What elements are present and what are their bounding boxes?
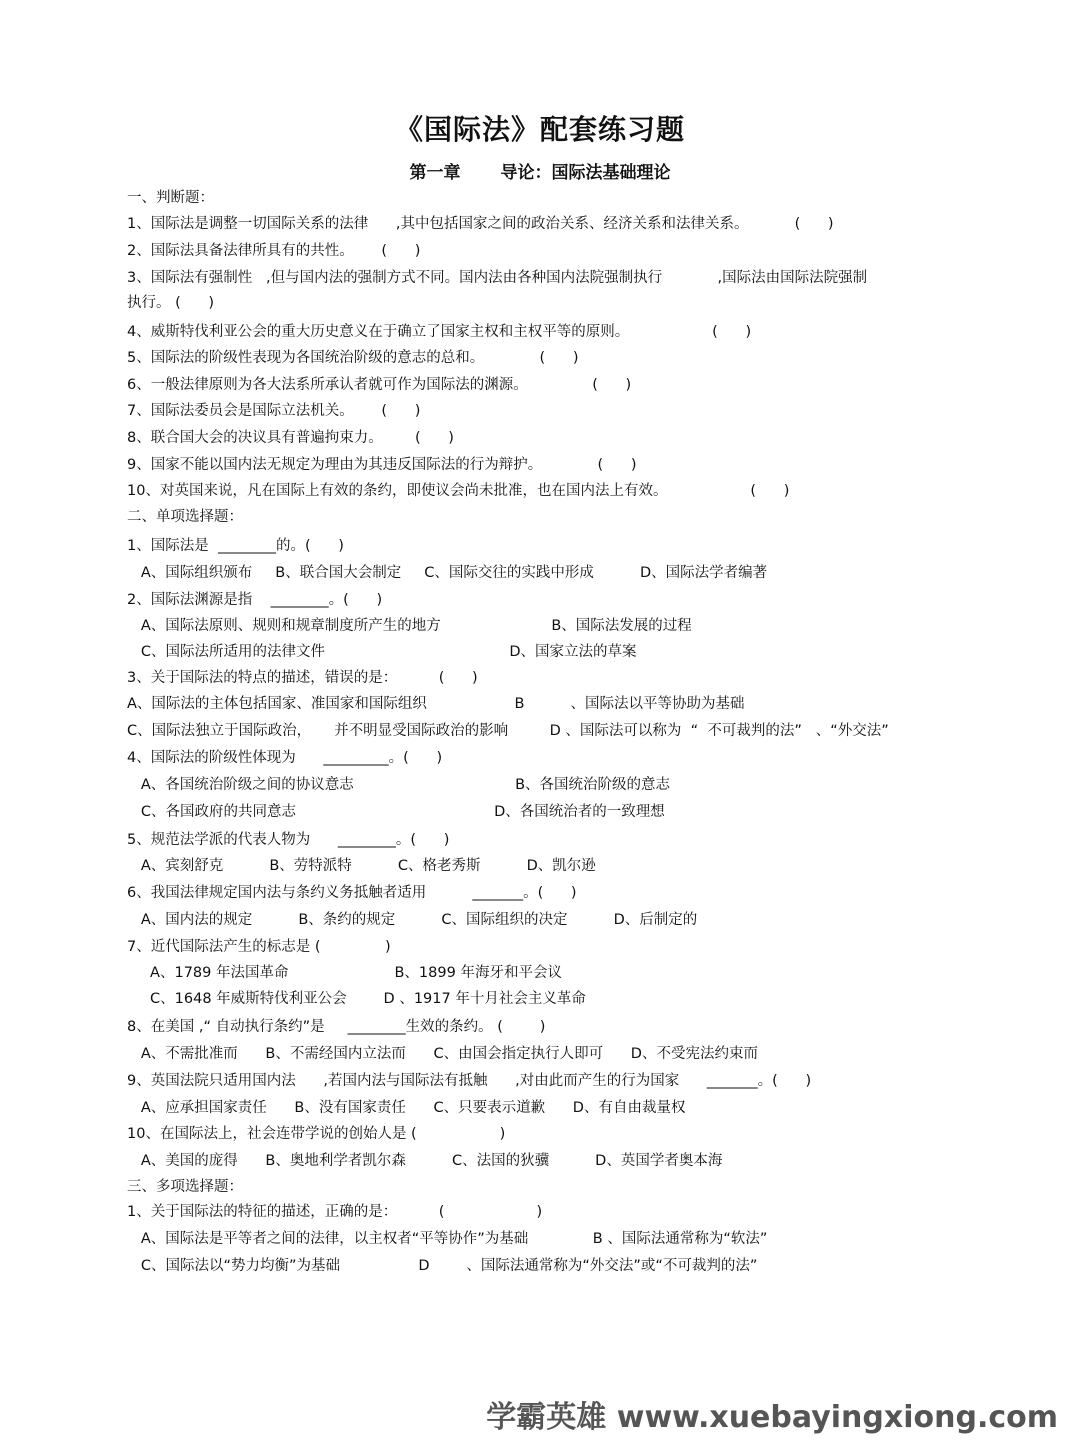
question-line: 7、近代国际法产生的标志是 ( ) bbox=[127, 939, 391, 955]
option-line: A、国际法原则、规则和规章制度所产生的地方 B、国际法发展的过程 bbox=[127, 618, 692, 634]
question-line: 1、国际法是 ________的。( ) bbox=[127, 538, 344, 554]
option-line: A、应承担国家责任 B、没有国家责任 C、只要表示道歉 D、有自由裁量权 bbox=[127, 1100, 686, 1116]
question-line: 1、关于国际法的特征的描述，正确的是： ( ) bbox=[127, 1204, 543, 1220]
question-line: 10、对英国来说，凡在国际上有效的条约，即使议会尚未批准，也在国内法上有效。 ( ) bbox=[127, 483, 790, 499]
question-line: 8、在美国 ,“ 自动执行条约”是 ________生效的条约。 ( ) bbox=[127, 1019, 546, 1035]
question-line: 6、一般法律原则为各大法系所承认者就可作为国际法的渊源。 ( ) bbox=[127, 377, 632, 393]
question-line: 3、国际法有强制性 ,但与国内法的强制方式不同。国内法由各种国内法院强制执行 ,国际法由国际法院强制 bbox=[127, 270, 868, 286]
option-line: C、1648 年威斯特伐利亚公会 D 、1917 年十月社会主义革命 bbox=[127, 991, 586, 1007]
option-line: A、国际法的主体包括国家、准国家和国际组织 B 、国际法以平等协助为基础 bbox=[127, 696, 745, 712]
question-line: 9、英国法院只适用国内法 ,若国内法与国际法有抵触 ,对由此而产生的行为国家 _______。( ) bbox=[127, 1073, 812, 1089]
option-line: A、国际组织颁布 B、联合国大会制定 C、国际交往的实践中形成 D、国际法学者编著 bbox=[127, 565, 768, 581]
question-line: 10、在国际法上，社会连带学说的创始人是 ( ) bbox=[127, 1126, 506, 1142]
question-line: 1、国际法是调整一切国际关系的法律 ,其中包括国家之间的政治关系、经济关系和法律关系。 ( ) bbox=[127, 216, 834, 232]
option-line: A、不需批准而 B、不需经国内立法而 C、由国会指定执行人即可 D、不受宪法约束而 bbox=[127, 1046, 758, 1062]
question-line: 5、规范法学派的代表人物为 ________。( ) bbox=[127, 832, 450, 848]
question-line: 9、国家不能以国内法无规定为理由为其违反国际法的行为辩护。 ( ) bbox=[127, 457, 637, 473]
chapter-number: 第一章 bbox=[409, 163, 461, 183]
question-line: 5、国际法的阶级性表现为各国统治阶级的意志的总和。 ( ) bbox=[127, 350, 579, 366]
option-line: A、1789 年法国革命 B、1899 年海牙和平会议 bbox=[127, 965, 562, 981]
option-line: C、国际法所适用的法律文件 D、国家立法的草案 bbox=[127, 644, 637, 660]
option-line: A、宾刻舒克 B、劳特派特 C、格老秀斯 D、凯尔逊 bbox=[127, 858, 596, 874]
option-line: A、国内法的规定 B、条约的规定 C、国际组织的决定 D、后制定的 bbox=[127, 912, 698, 928]
option-line: C、国际法以“势力均衡”为基础 D 、国际法通常称为“外交法”或“不可裁判的法” bbox=[127, 1258, 758, 1274]
chapter-heading bbox=[0, 158, 1080, 183]
option-line: C、各国政府的共同意志 D、各国统治者的一致理想 bbox=[127, 804, 665, 820]
chapter-name: 导论：国际法基础理论 bbox=[500, 163, 671, 183]
question-line: 执行。 ( ) bbox=[127, 295, 215, 311]
page-title: 《国际法》配套练习题 bbox=[394, 113, 685, 146]
option-line: A、国际法是平等者之间的法律，以主权者“平等协作”为基础 B 、国际法通常称为“软法” bbox=[127, 1231, 768, 1247]
question-line: 6、我国法律规定国内法与条约义务抵触者适用 _______。( ) bbox=[127, 885, 577, 901]
watermark-text: 学霸英雄 www.xuebayingxiong.com bbox=[486, 1400, 1058, 1435]
question-line: 2、国际法具备法律所具有的共性。 ( ) bbox=[127, 243, 421, 259]
question-line: 3、关于国际法的特点的描述，错误的是： ( ) bbox=[127, 670, 478, 686]
question-line: 4、威斯特伐利亚公会的重大历史意义在于确立了国家主权和主权平等的原则。 ( ) bbox=[127, 324, 752, 340]
section-heading: 二、单项选择题： bbox=[127, 509, 243, 525]
section-heading: 一、判断题： bbox=[127, 190, 214, 206]
question-line: 4、国际法的阶级性体现为 _________。( ) bbox=[127, 750, 443, 766]
question-line: 8、联合国大会的决议具有普遍拘束力。 ( ) bbox=[127, 430, 454, 446]
option-line: A、美国的庞得 B、奥地利学者凯尔森 C、法国的狄骥 D、英国学者奥本海 bbox=[127, 1153, 723, 1169]
option-line: A、各国统治阶级之间的协议意志 B、各国统治阶级的意志 bbox=[127, 777, 671, 793]
option-line: C、国际法独立于国际政治， 并不明显受国际政治的影响 D 、国际法可以称为 “ 不可裁判的法” 、“外交法” bbox=[127, 723, 889, 739]
section-heading: 三、多项选择题： bbox=[127, 1179, 243, 1195]
question-line: 7、国际法委员会是国际立法机关。 ( ) bbox=[127, 403, 421, 419]
question-line: 2、国际法渊源是指 ________。( ) bbox=[127, 592, 383, 608]
